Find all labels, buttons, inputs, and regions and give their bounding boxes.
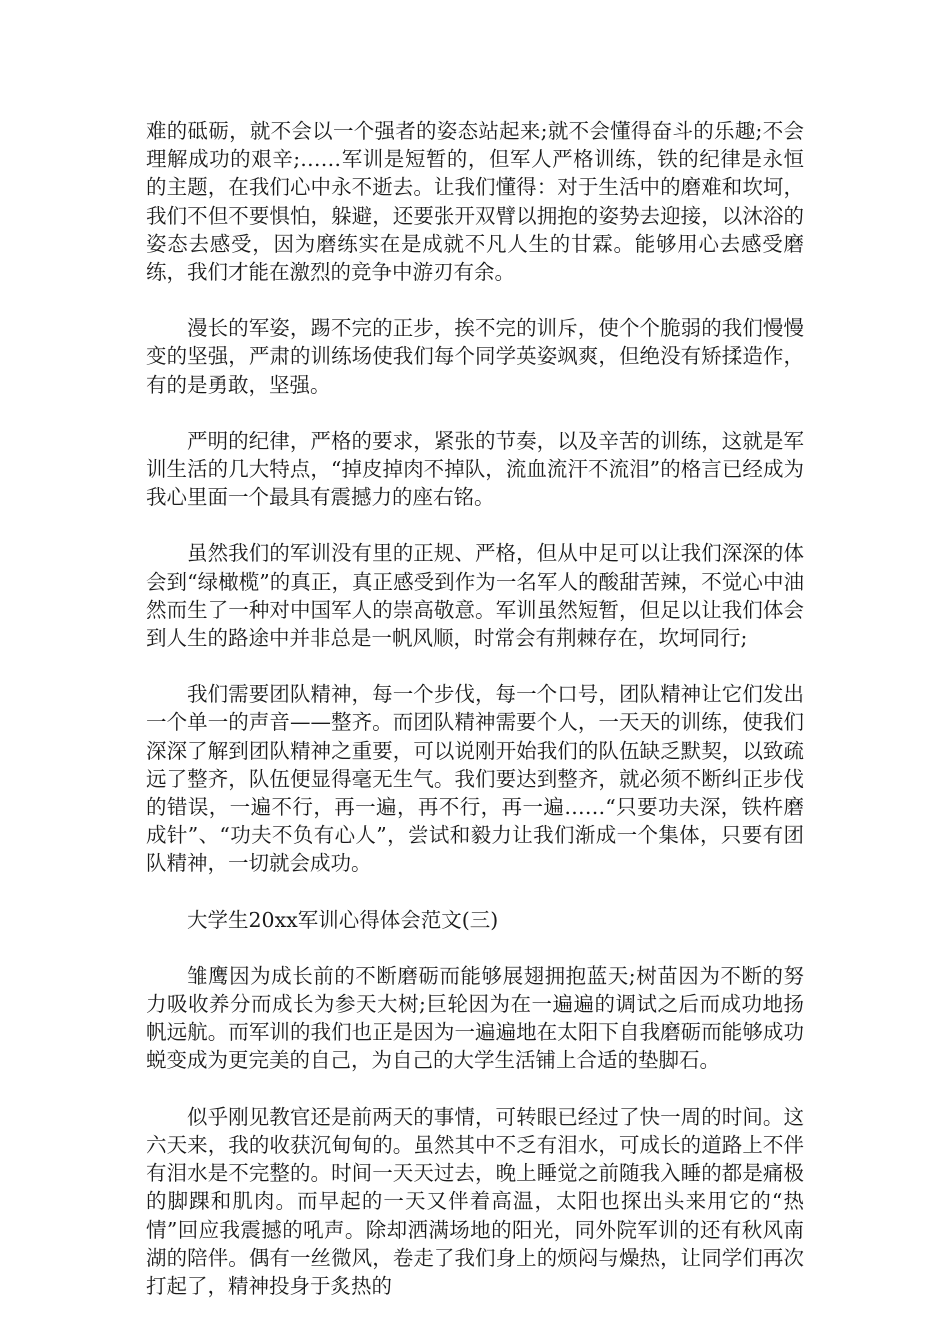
paragraph-discipline: 严明的纪律，严格的要求，紧张的节奏，以及辛苦的训练，这就是军训生活的几大特点，“掉皮掉肉不掉队，流血流汗不流泪”的格言已经成为我心里面一个最具有震撼力的座右铭。 (146, 428, 804, 510)
document-body (146, 117, 804, 1328)
paragraph-team-spirit: 我们需要团队精神，每一个步伐，每一个口号，团队精神让它们发出一个单一的声音——整齐。而团队精神需要个人，一天天的训练，使我们深深了解到团队精神之重要，可以说刚开始我们的队伍缺乏默契，以致疏远了整齐，队伍便显得毫无生气。我们要达到整齐，就必须不断纠正步伐的错误，一遍不行，再一遍，再不行，再一遍……“只要功夫深，铁杵磨成针”、“功夫不负有心人”，尝试和毅力让我们渐成一个集体，只要有团队精神，一切就会成功。 (146, 682, 804, 876)
paragraph-olive-green: 虽然我们的军训没有里的正规、严格，但从中足可以让我们深深的体会到“绿橄榄”的真正，真正感受到作为一名军人的酸甜苦辣，不觉心中油然而生了一种对中国军人的崇高敬意。军训虽然短暂，但足以让我们体会到人生的路途中并非总是一帆风顺，时常会有荆棘存在，坎坷同行; (146, 541, 804, 651)
paragraph-eagle: 雏鹰因为成长前的不断磨砺而能够展翅拥抱蓝天;树苗因为不断的努力吸收养分而成长为参天大树;巨轮因为在一遍遍的调试之后而成功地扬帆远航。而军训的我们也正是因为一遍遍地在太阳下自我磨砺而能够成功蜕变成为更完美的自己，为自己的大学生活铺上合适的垫脚石。 (146, 963, 804, 1073)
paragraph-instructor: 似乎刚见教官还是前两天的事情，可转眼已经过了快一周的时间。这六天来，我的收获沉甸甸的。虽然其中不乏有泪水，可成长的道路上不伴有泪水是不完整的。时间一天天过去，晚上睡觉之前随我入睡的都是痛极的脚踝和肌肉。而早起的一天又伴着高温，太阳也探出头来用它的“热情”回应我震撼的吼声。除却洒满场地的阳光，同外院军训的还有秋风南湖的陪伴。偶有一丝微风，卷走了我们身上的烦闷与燥热，让同学们再次打起了，精神投身于炙热的 (146, 1104, 804, 1298)
paragraph-continuation: 难的砥砺，就不会以一个强者的姿态站起来;就不会懂得奋斗的乐趣;不会理解成功的艰辛;……军训是短暂的，但军人严格训练，铁的纪律是永恒的主题，在我们心中永不逝去。让我们懂得：对于生活中的磨难和坎坷，我们不但不要惧怕，躲避，还要张开双臂以拥抱的姿势去迎接，以沐浴的姿态去感受，因为磨练实在是成就不凡人生的甘霖。能够用心去感受磨练，我们才能在激烈的竞争中游刃有余。 (146, 119, 804, 285)
section-heading: 大学生20xx军训心得体会范文(三) (187, 907, 499, 932)
paragraph-military-posture: 漫长的军姿，踢不完的正步，挨不完的训斥，使个个脆弱的我们慢慢变的坚强，严肃的训练场使我们每个同学英姿飒爽，但绝没有矫揉造作，有的是勇敢，坚强。 (146, 316, 804, 397)
